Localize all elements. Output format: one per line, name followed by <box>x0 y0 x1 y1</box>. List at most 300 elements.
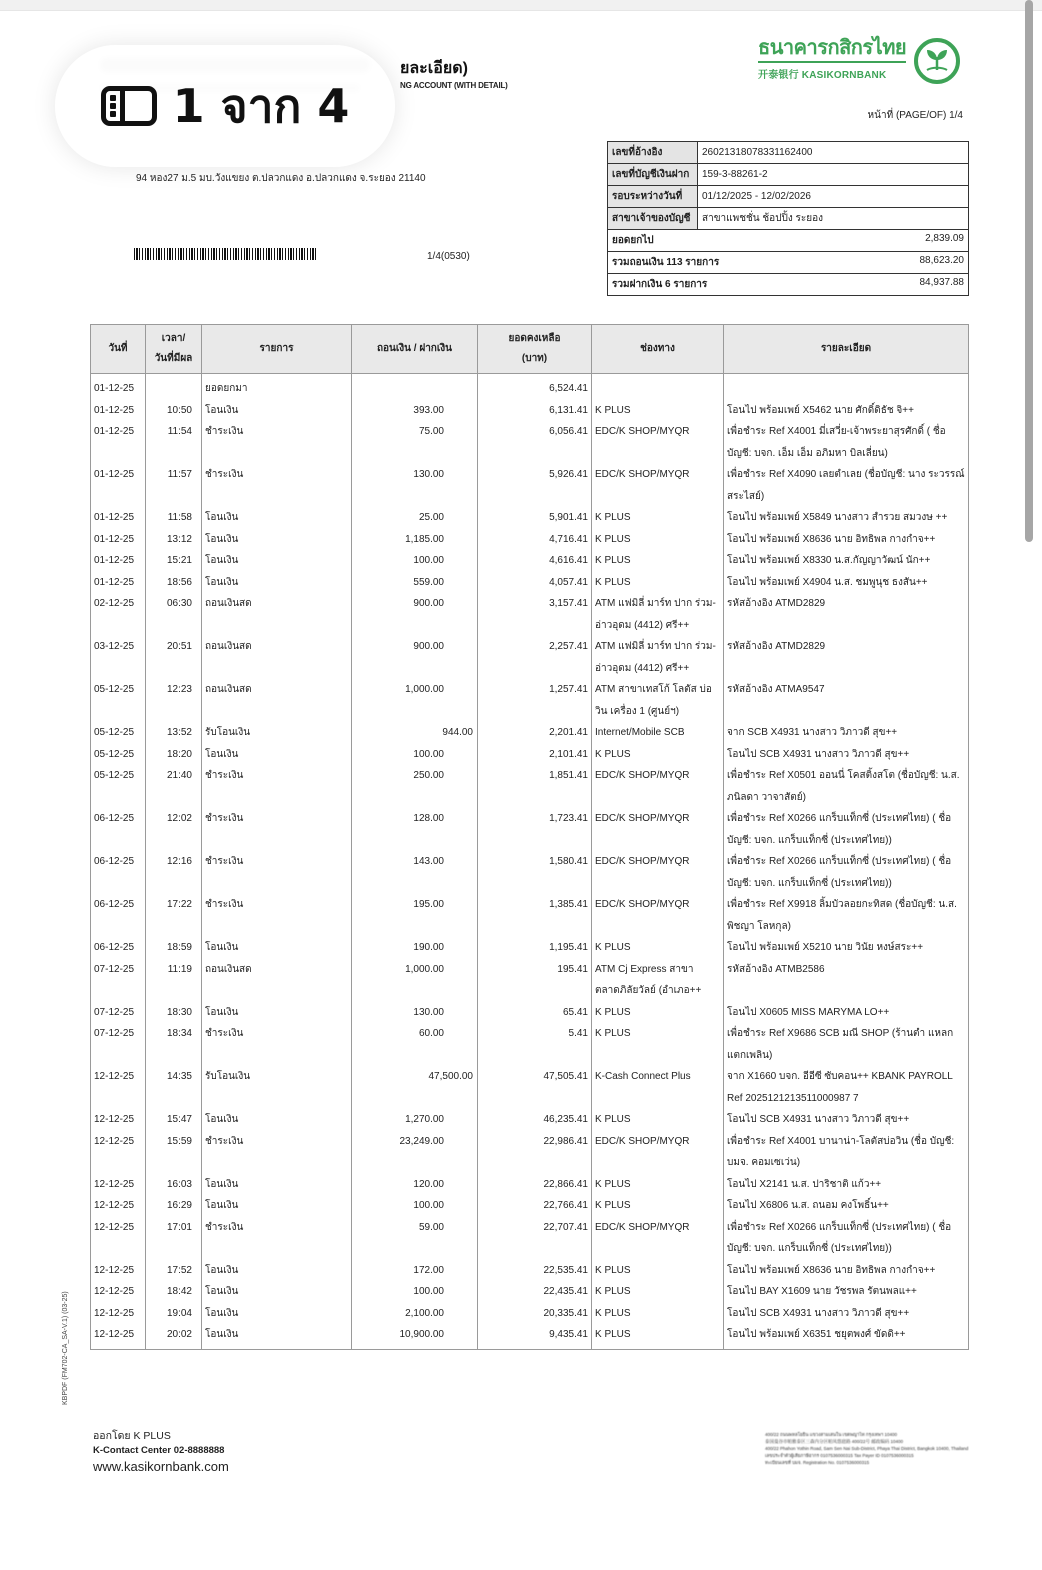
row-amount: 75.00 <box>352 421 478 464</box>
row-description: โอนเงิน <box>202 1174 352 1196</box>
row-amount: 559.00 <box>352 572 478 594</box>
row-channel: ATM แฟมิลี่ มาร์ท ปาก ร่วม-อ่าวอุดม (4412) ศรี++ <box>592 593 724 636</box>
row-detail: รหัสอ้างอิง ATMD2829 <box>724 593 969 636</box>
col-header-time <box>146 325 202 374</box>
row-time: 11:57 <box>146 464 202 507</box>
row-balance: 4,057.41 <box>478 572 592 594</box>
row-date: 01-12-25 <box>91 464 146 507</box>
row-channel: EDC/K SHOP/MYQR <box>592 851 724 894</box>
row-amount: 120.00 <box>352 1174 478 1196</box>
row-description: โอนเงิน <box>202 529 352 551</box>
row-channel: K PLUS <box>592 529 724 551</box>
row-time: 10:50 <box>146 400 202 422</box>
customer-address: 94 หอง27 ม.5 มบ.วังแขยง ต.ปลวกแดง อ.ปลวกแดง จ.ระยอง 21140 <box>136 173 426 184</box>
row-amount: 100.00 <box>352 550 478 572</box>
col-header-amount: ถอนเงิน / ฝากเงิน <box>352 325 478 374</box>
row-date: 12-12-25 <box>91 1324 146 1349</box>
row-date: 07-12-25 <box>91 1023 146 1066</box>
col-header-date: วันที่ <box>91 325 146 374</box>
row-balance: 1,580.41 <box>478 851 592 894</box>
row-channel: K PLUS <box>592 550 724 572</box>
info-value: 01/12/2025 - 12/02/2026 <box>698 186 969 208</box>
bank-name-th: ธนาคารกสิกรไทย <box>758 36 906 63</box>
row-time: 18:20 <box>146 744 202 766</box>
row-time: 18:30 <box>146 1002 202 1024</box>
table-row <box>91 1260 969 1282</box>
row-channel: Internet/Mobile SCB <box>592 722 724 744</box>
row-detail: เพื่อชำระ Ref X9686 SCB มณี SHOP (ร้านตำ แหลก แตกเพลิน) <box>724 1023 969 1066</box>
row-channel: K-Cash Connect Plus <box>592 1066 724 1109</box>
row-detail: จาก X1660 บจก. อีอีซี ซับคอน++ KBANK PAYROLL Ref 2025121213511000987 7 <box>724 1066 969 1109</box>
row-description: โอนเงิน <box>202 1281 352 1303</box>
row-description: โอนเงิน <box>202 1303 352 1325</box>
row-description: โอนเงิน <box>202 507 352 529</box>
table-row <box>91 1195 969 1217</box>
row-balance: 22,535.41 <box>478 1260 592 1282</box>
row-time: 19:04 <box>146 1303 202 1325</box>
row-time: 12:16 <box>146 851 202 894</box>
bank-name-en: 开泰银行 KASIKORNBANK <box>758 70 887 81</box>
row-date: 05-12-25 <box>91 679 146 722</box>
document-title-th: ยละเอียด) <box>400 60 468 77</box>
row-date: 05-12-25 <box>91 765 146 808</box>
row-balance: 4,716.41 <box>478 529 592 551</box>
row-detail: เพื่อชำระ Ref X0266 แกร็บแท็กซี่ (ประเทศไทย) ( ชื่อบัญชี: บจก. แกร็บแท็กซี่ (ประเทศไทย)) <box>724 851 969 894</box>
row-description: โอนเงิน <box>202 937 352 959</box>
row-balance: 1,195.41 <box>478 937 592 959</box>
row-detail: โอนไป SCB X4931 นางสาว วิภาวดี สุข++ <box>724 744 969 766</box>
col-header-detail: รายละเอียด <box>724 325 969 374</box>
kbank-leaf-icon <box>914 38 960 84</box>
contact-center: K-Contact Center 02-8888888 <box>93 1445 225 1456</box>
row-description: โอนเงิน <box>202 1324 352 1349</box>
bank-address <box>765 1431 975 1466</box>
row-date: 05-12-25 <box>91 722 146 744</box>
row-amount: 143.00 <box>352 851 478 894</box>
row-detail: โอนไป X0605 MISS MARYMA LO++ <box>724 1002 969 1024</box>
summary-value: 2,839.09 <box>925 233 964 244</box>
row-detail: โอนไป SCB X4931 นางสาว วิภาวดี สุข++ <box>724 1109 969 1131</box>
table-row <box>91 1281 969 1303</box>
row-date: 01-12-25 <box>91 421 146 464</box>
col-header-time-line1: เวลา/ <box>161 333 186 344</box>
row-balance: 2,257.41 <box>478 636 592 679</box>
info-value: สาขาแพชชั่น ช้อปปิ้ง ระยอง <box>698 208 969 230</box>
row-time: 12:02 <box>146 808 202 851</box>
bank-address-line: 泰国曼谷市帕雅泰区三森内分区帕凤悠庭路 400/22号 邮政编码 10400 <box>765 1439 904 1444</box>
row-date: 01-12-25 <box>91 374 146 400</box>
row-amount <box>352 374 478 400</box>
row-balance: 5,926.41 <box>478 464 592 507</box>
row-time: 17:01 <box>146 1217 202 1260</box>
row-time: 13:52 <box>146 722 202 744</box>
bank-address-line: 400/22 Phahon Yothin Road, Sam Sen Nai Sub-District, Phaya Thai District, Bangkok 10400, Thailand <box>765 1446 969 1451</box>
viewer-top-bar <box>0 0 1042 11</box>
table-row <box>91 1324 969 1349</box>
row-date: 01-12-25 <box>91 572 146 594</box>
table-row <box>91 529 969 551</box>
summary-value: 88,623.20 <box>919 255 964 266</box>
row-channel: K PLUS <box>592 507 724 529</box>
row-description: ชำระเงิน <box>202 808 352 851</box>
row-balance: 46,235.41 <box>478 1109 592 1131</box>
row-date: 03-12-25 <box>91 636 146 679</box>
row-balance: 1,723.41 <box>478 808 592 851</box>
row-description: ถอนเงินสด <box>202 593 352 636</box>
row-time: 18:34 <box>146 1023 202 1066</box>
row-time: 21:40 <box>146 765 202 808</box>
row-detail: เพื่อชำระ Ref X0501 ออนนี่ โคสติ้งสโต (ชื่อบัญชี: น.ส. ภนิลดา วาจาสัตย์) <box>724 765 969 808</box>
row-time: 17:52 <box>146 1260 202 1282</box>
table-row <box>91 1303 969 1325</box>
row-description: รับโอนเงิน <box>202 722 352 744</box>
row-channel: EDC/K SHOP/MYQR <box>592 1131 724 1174</box>
row-date: 12-12-25 <box>91 1131 146 1174</box>
info-row <box>608 142 969 164</box>
account-info-table <box>607 141 969 296</box>
row-time: 16:03 <box>146 1174 202 1196</box>
row-detail: โอนไป BAY X1609 นาย วัชรพล รัตนพลแ++ <box>724 1281 969 1303</box>
row-date: 06-12-25 <box>91 937 146 959</box>
row-date: 06-12-25 <box>91 851 146 894</box>
row-time <box>146 374 202 400</box>
info-label: เลขที่บัญชีเงินฝาก <box>608 164 698 186</box>
table-row <box>91 1131 969 1174</box>
row-channel: K PLUS <box>592 1109 724 1131</box>
row-amount: 172.00 <box>352 1260 478 1282</box>
row-time: 18:42 <box>146 1281 202 1303</box>
row-detail: โอนไป พร้อมเพย์ X5462 นาย ศักดิ์ดิธัช จิ++ <box>724 400 969 422</box>
col-header-balance-line1: ยอดคงเหลือ <box>508 333 561 344</box>
row-detail: โอนไป X6806 น.ส. ถนอม คงโพธิ์น++ <box>724 1195 969 1217</box>
bank-website: www.kasikornbank.com <box>93 1459 229 1474</box>
row-amount: 10,900.00 <box>352 1324 478 1349</box>
row-time: 13:12 <box>146 529 202 551</box>
col-header-description: รายการ <box>202 325 352 374</box>
info-row <box>608 186 969 208</box>
row-balance: 1,385.41 <box>478 894 592 937</box>
row-balance: 22,866.41 <box>478 1174 592 1196</box>
table-row <box>91 593 969 636</box>
table-row <box>91 636 969 679</box>
row-channel: K PLUS <box>592 1281 724 1303</box>
row-detail: เพื่อชำระ Ref X4001 บานาน่า-โลตัสบ่อวิน (ชื่อ บัญชี: บมจ. คอมเซเว่น) <box>724 1131 969 1174</box>
row-balance: 6,056.41 <box>478 421 592 464</box>
summary-row <box>608 230 969 252</box>
col-header-balance-line2: (บาท) <box>521 353 548 364</box>
table-row <box>91 572 969 594</box>
row-description: โอนเงิน <box>202 1109 352 1131</box>
row-detail: รหัสอ้างอิง ATMB2586 <box>724 959 969 1002</box>
row-amount: 250.00 <box>352 765 478 808</box>
col-header-channel: ช่องทาง <box>592 325 724 374</box>
info-label: รอบระหว่างวันที่ <box>608 186 698 208</box>
row-detail: โอนไป พร้อมเพย์ X8636 นาย อิทธิพล กางกำจ++ <box>724 1260 969 1282</box>
table-row <box>91 374 969 400</box>
row-detail <box>724 374 969 400</box>
row-balance: 3,157.41 <box>478 593 592 636</box>
row-amount: 25.00 <box>352 507 478 529</box>
row-channel: K PLUS <box>592 937 724 959</box>
row-detail: โอนไป พร้อมเพย์ X6351 ชยุตพงศ์ ขัดดิ++ <box>724 1324 969 1349</box>
table-row <box>91 550 969 572</box>
row-balance: 65.41 <box>478 1002 592 1024</box>
row-description: โอนเงิน <box>202 1260 352 1282</box>
row-description: โอนเงิน <box>202 572 352 594</box>
table-row <box>91 1174 969 1196</box>
row-amount: 190.00 <box>352 937 478 959</box>
row-channel: K PLUS <box>592 400 724 422</box>
row-date: 02-12-25 <box>91 593 146 636</box>
col-header-time-line2: วันที่มีผล <box>154 353 193 364</box>
row-channel: K PLUS <box>592 1023 724 1066</box>
bank-address-line: 400/22 ถนนพหลโยธิน แขวงสามเสนใน เขตพญาไท กรุงเทพฯ 10400 <box>765 1432 897 1437</box>
row-date: 12-12-25 <box>91 1303 146 1325</box>
row-detail: รหัสอ้างอิง ATMD2829 <box>724 636 969 679</box>
row-channel: K PLUS <box>592 1195 724 1217</box>
scrollbar[interactable] <box>1025 0 1033 542</box>
table-row <box>91 744 969 766</box>
row-balance: 22,435.41 <box>478 1281 592 1303</box>
row-channel: K PLUS <box>592 572 724 594</box>
table-row <box>91 894 969 937</box>
row-channel: ATM Cj Express สาขา ตลาดภิลัยวัลย์ (อำเภอ++ <box>592 959 724 1002</box>
row-channel: K PLUS <box>592 1260 724 1282</box>
col-header-balance <box>478 325 592 374</box>
row-date: 01-12-25 <box>91 400 146 422</box>
row-date: 06-12-25 <box>91 894 146 937</box>
row-balance: 47,505.41 <box>478 1066 592 1109</box>
row-description: โอนเงิน <box>202 744 352 766</box>
row-detail: เพื่อชำระ Ref X4090 เลยตำเลย (ชื่อบัญชี: นาง ระวรรณ์ สระไสย์) <box>724 464 969 507</box>
row-date: 12-12-25 <box>91 1260 146 1282</box>
row-amount: 1,000.00 <box>352 679 478 722</box>
table-row <box>91 507 969 529</box>
row-date: 01-12-25 <box>91 529 146 551</box>
row-channel: EDC/K SHOP/MYQR <box>592 894 724 937</box>
row-amount: 130.00 <box>352 1002 478 1024</box>
table-row <box>91 400 969 422</box>
table-header-row <box>91 325 969 374</box>
row-amount: 900.00 <box>352 636 478 679</box>
row-amount: 900.00 <box>352 593 478 636</box>
page-of-label: หน้าที่ (PAGE/OF) 1/4 <box>867 110 963 121</box>
table-row <box>91 851 969 894</box>
row-detail: โอนไป พร้อมเพย์ X5849 นางสาว สำรวย สมวงษ ++ <box>724 507 969 529</box>
row-date: 07-12-25 <box>91 1002 146 1024</box>
row-channel: ATM แฟมิลี่ มาร์ท ปาก ร่วม-อ่าวอุดม (4412) ศรี++ <box>592 636 724 679</box>
row-balance: 2,201.41 <box>478 722 592 744</box>
row-channel: K PLUS <box>592 1303 724 1325</box>
row-channel: EDC/K SHOP/MYQR <box>592 1217 724 1260</box>
row-date: 06-12-25 <box>91 808 146 851</box>
row-detail: โอนไป พร้อมเพย์ X8330 น.ส.กัญญาวัฒน์ นัก++ <box>724 550 969 572</box>
info-value: 159-3-88261-2 <box>698 164 969 186</box>
row-amount: 59.00 <box>352 1217 478 1260</box>
row-amount: 195.00 <box>352 894 478 937</box>
page-indicator-overlay[interactable] <box>55 45 395 167</box>
row-detail: เพื่อชำระ Ref X0266 แกร็บแท็กซี่ (ประเทศไทย) ( ชื่อบัญชี: บจก. แกร็บแท็กซี่ (ประเทศไทย)) <box>724 1217 969 1260</box>
row-detail: โอนไป พร้อมเพย์ X4904 น.ส. ชมพูนุช ธงสัน++ <box>724 572 969 594</box>
row-time: 15:59 <box>146 1131 202 1174</box>
issued-by: ออกโดย K PLUS <box>93 1430 171 1442</box>
table-row <box>91 808 969 851</box>
row-amount: 393.00 <box>352 400 478 422</box>
table-row <box>91 464 969 507</box>
row-description: ถอนเงินสด <box>202 636 352 679</box>
row-amount: 100.00 <box>352 744 478 766</box>
row-detail: เพื่อชำระ Ref X0266 แกร็บแท็กซี่ (ประเทศไทย) ( ชื่อบัญชี: บจก. แกร็บแท็กซี่ (ประเทศไทย)) <box>724 808 969 851</box>
table-row <box>91 1002 969 1024</box>
row-date: 01-12-25 <box>91 550 146 572</box>
row-date: 12-12-25 <box>91 1195 146 1217</box>
summary-label: รวมฝากเงิน 6 รายการ <box>612 279 708 290</box>
row-channel: EDC/K SHOP/MYQR <box>592 808 724 851</box>
row-amount: 60.00 <box>352 1023 478 1066</box>
row-amount: 47,500.00 <box>352 1066 478 1109</box>
transactions-table <box>90 324 969 1350</box>
row-date: 01-12-25 <box>91 507 146 529</box>
row-amount: 23,249.00 <box>352 1131 478 1174</box>
form-code: KBPDF (FM702-CA_SA-V.1) (03-25) <box>62 1291 69 1405</box>
row-description: ชำระเงิน <box>202 851 352 894</box>
row-description: ชำระเงิน <box>202 1217 352 1260</box>
row-time: 12:23 <box>146 679 202 722</box>
row-amount: 2,100.00 <box>352 1303 478 1325</box>
row-time: 18:59 <box>146 937 202 959</box>
table-row <box>91 722 969 744</box>
row-time: 15:47 <box>146 1109 202 1131</box>
info-row <box>608 208 969 230</box>
row-detail: โอนไป SCB X4931 นางสาว วิภาวดี สุข++ <box>724 1303 969 1325</box>
row-channel: EDC/K SHOP/MYQR <box>592 464 724 507</box>
row-balance: 4,616.41 <box>478 550 592 572</box>
table-row <box>91 421 969 464</box>
row-amount: 1,185.00 <box>352 529 478 551</box>
row-time: 16:29 <box>146 1195 202 1217</box>
row-detail: เพื่อชำระ Ref X9918 ลิ้มบัวลอยกะทิสด (ชื่อบัญชี: น.ส. พิชญา โลหกุล) <box>724 894 969 937</box>
row-detail: รหัสอ้างอิง ATMA9547 <box>724 679 969 722</box>
row-channel: K PLUS <box>592 744 724 766</box>
row-detail: โอนไป พร้อมเพย์ X8636 นาย อิทธิพล กางกำจ++ <box>724 529 969 551</box>
row-time: 20:02 <box>146 1324 202 1349</box>
row-date: 05-12-25 <box>91 744 146 766</box>
row-amount: 100.00 <box>352 1195 478 1217</box>
row-channel: K PLUS <box>592 1174 724 1196</box>
row-time: 18:56 <box>146 572 202 594</box>
info-row <box>608 164 969 186</box>
barcode-number: 1/4(0530) <box>427 251 470 262</box>
row-time: 17:22 <box>146 894 202 937</box>
row-time: 06:30 <box>146 593 202 636</box>
summary-value: 84,937.88 <box>919 277 964 288</box>
row-description: รับโอนเงิน <box>202 1066 352 1109</box>
row-detail: โอนไป X2141 น.ส. ปาริชาติ แก้ว++ <box>724 1174 969 1196</box>
row-amount: 1,000.00 <box>352 959 478 1002</box>
row-amount: 100.00 <box>352 1281 478 1303</box>
row-balance: 20,335.41 <box>478 1303 592 1325</box>
row-description: ชำระเงิน <box>202 464 352 507</box>
row-amount: 128.00 <box>352 808 478 851</box>
row-amount: 944.00 <box>352 722 478 744</box>
info-value: 26021318078331162400 <box>698 142 969 164</box>
row-date: 07-12-25 <box>91 959 146 1002</box>
table-row <box>91 937 969 959</box>
bank-address-line: ทะเบียนเลขที่ บมจ. Registration No. 0107536000315 <box>765 1460 870 1465</box>
bank-logo <box>758 36 906 81</box>
table-row <box>91 1066 969 1109</box>
row-balance: 22,707.41 <box>478 1217 592 1260</box>
row-balance: 6,131.41 <box>478 400 592 422</box>
row-channel: ATM สาขาเทสโก้ โลตัส บ่อ วิน เครื่อง 1 (ศูนย์ฯ) <box>592 679 724 722</box>
row-description: ชำระเงิน <box>202 765 352 808</box>
row-channel <box>592 374 724 400</box>
row-date: 12-12-25 <box>91 1281 146 1303</box>
summary-row <box>608 274 969 296</box>
row-time: 11:58 <box>146 507 202 529</box>
row-description: ชำระเงิน <box>202 1131 352 1174</box>
row-detail: จาก SCB X4931 นางสาว วิภาวดี สุข++ <box>724 722 969 744</box>
row-date: 12-12-25 <box>91 1174 146 1196</box>
row-balance: 22,766.41 <box>478 1195 592 1217</box>
row-date: 12-12-25 <box>91 1217 146 1260</box>
table-row <box>91 959 969 1002</box>
page-indicator-text: 1 จาก 4 <box>172 78 350 133</box>
row-balance: 1,257.41 <box>478 679 592 722</box>
summary-label: รวมถอนเงิน 113 รายการ <box>612 257 720 268</box>
row-balance: 5.41 <box>478 1023 592 1066</box>
info-label: สาขาเจ้าของบัญชี <box>608 208 698 230</box>
row-balance: 1,851.41 <box>478 765 592 808</box>
row-channel: K PLUS <box>592 1324 724 1349</box>
row-description: ชำระเงิน <box>202 421 352 464</box>
row-description: ถอนเงินสด <box>202 959 352 1002</box>
row-balance: 2,101.41 <box>478 744 592 766</box>
row-description: โอนเงิน <box>202 1195 352 1217</box>
bank-address-line: เลขประจำตัวผู้เสียภาษีอากร 0107536000315 Tax Payer ID 0107536000315 <box>765 1453 914 1458</box>
row-channel: K PLUS <box>592 1002 724 1024</box>
row-balance: 9,435.41 <box>478 1324 592 1349</box>
sidebar-pages-icon <box>101 86 157 126</box>
row-description: โอนเงิน <box>202 550 352 572</box>
document-title-en: NG ACCOUNT (WITH DETAIL) <box>400 81 508 90</box>
row-description: โอนเงิน <box>202 400 352 422</box>
row-description: ถอนเงินสด <box>202 679 352 722</box>
row-balance: 5,901.41 <box>478 507 592 529</box>
row-balance: 22,986.41 <box>478 1131 592 1174</box>
row-time: 14:35 <box>146 1066 202 1109</box>
row-detail: โอนไป พร้อมเพย์ X5210 นาย วินัย หงษ์สระ++ <box>724 937 969 959</box>
table-row <box>91 765 969 808</box>
row-balance: 6,524.41 <box>478 374 592 400</box>
row-description: ยอดยกมา <box>202 374 352 400</box>
row-description: โอนเงิน <box>202 1002 352 1024</box>
row-time: 15:21 <box>146 550 202 572</box>
row-time: 11:19 <box>146 959 202 1002</box>
row-description: ชำระเงิน <box>202 1023 352 1066</box>
row-balance: 195.41 <box>478 959 592 1002</box>
table-row <box>91 1217 969 1260</box>
info-label: เลขที่อ้างอิง <box>608 142 698 164</box>
row-channel: EDC/K SHOP/MYQR <box>592 421 724 464</box>
table-row <box>91 1109 969 1131</box>
row-time: 20:51 <box>146 636 202 679</box>
row-description: ชำระเงิน <box>202 894 352 937</box>
row-channel: EDC/K SHOP/MYQR <box>592 765 724 808</box>
row-detail: เพื่อชำระ Ref X4001 มี่เสวี่ย-เจ้าพระยาสุรศักดิ์ ( ชื่อบัญชี: บจก. เอ็ม เอ็ม อภิมหา บิลเลี่ยน) <box>724 421 969 464</box>
summary-row <box>608 252 969 274</box>
row-time: 11:54 <box>146 421 202 464</box>
